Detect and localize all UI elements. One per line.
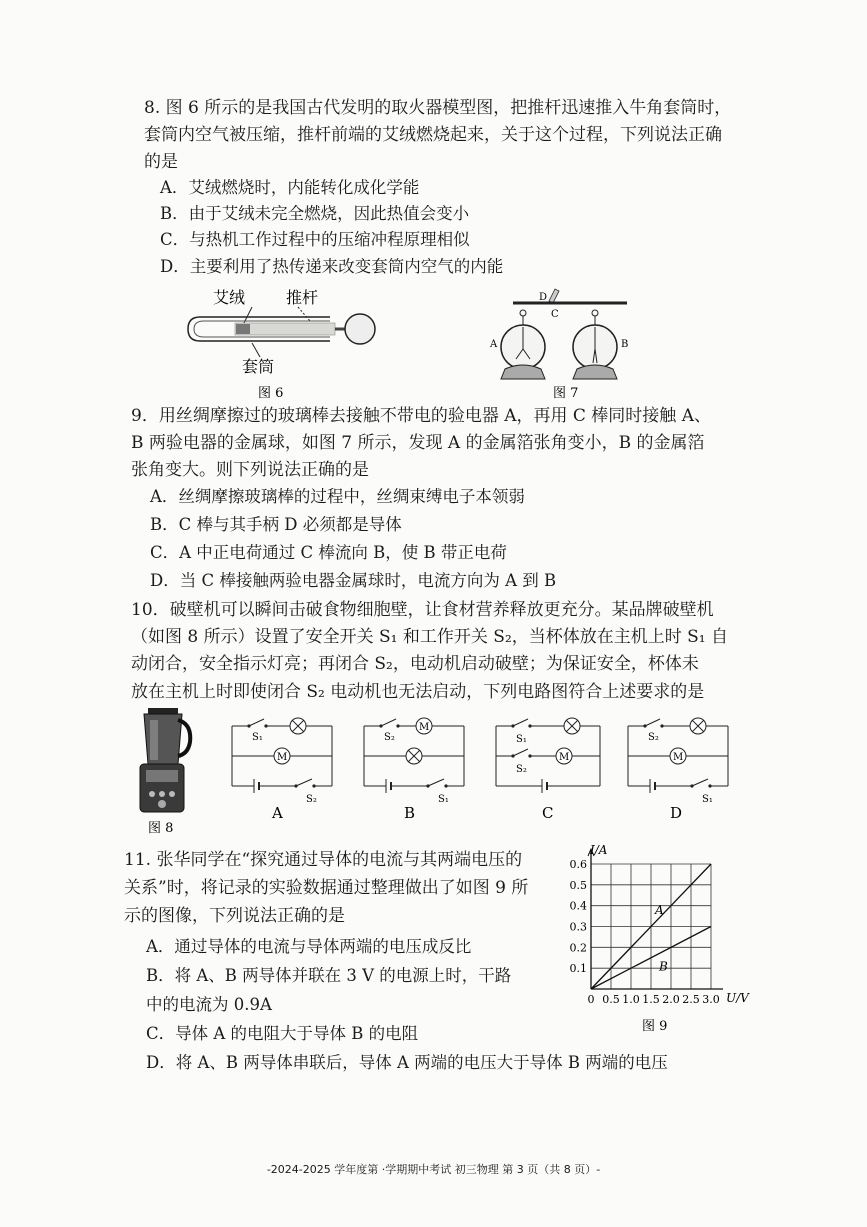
- circuit-b-switch-top-label: S₂: [384, 732, 395, 743]
- x-tick-label: 0.5: [602, 993, 620, 1006]
- circuit-d-switch-top-label: S₂: [648, 732, 659, 743]
- circuit-d-letter: D: [670, 804, 683, 822]
- circuit-b-letter: B: [404, 804, 416, 822]
- q11-option-c: C．导体 A 的电阻大于导体 B 的电阻: [146, 1024, 419, 1043]
- q9-option-d: D．当 C 棒接触两验电器金属球时，电流方向为 A 到 B: [150, 571, 557, 590]
- circuit-b-motor-label: M: [419, 722, 430, 733]
- q10-stem-line-4: 放在主机上时即使闭合 S₂ 电动机也无法启动，下列电路图符合上述要求的是: [131, 682, 705, 702]
- series-label-b: B: [659, 959, 668, 974]
- circuit-c-letter: C: [542, 804, 554, 822]
- circuit-b-switch-bottom-label: S₁: [438, 794, 449, 805]
- fig7-label-b: B: [621, 339, 629, 350]
- circuit-d-switch-bottom-label: S₁: [702, 794, 713, 805]
- circuit-d-motor-label: M: [673, 752, 684, 763]
- series-label-a: A: [655, 903, 664, 917]
- chart-y-axis-label: I/A: [590, 843, 608, 857]
- circuit-c-switch-top-label: S₁: [516, 734, 527, 745]
- figure-6-fire-piston: [180, 283, 390, 403]
- q10-stem-line-3: 动闭合，安全指示灯亮；再闭合 S₂，电动机启动破壁；为保证安全，杯体未: [131, 654, 699, 674]
- figure-7-electroscopes: [485, 285, 645, 403]
- q8-option-b: B．由于艾绒未完全燃烧，因此热值会变小: [160, 204, 470, 223]
- q8-stem-line-2: 套筒内空气被压缩，推杆前端的艾绒燃烧起来，关于这个过程，下列说法正确: [144, 125, 722, 145]
- x-tick-label: 1.5: [642, 993, 660, 1006]
- y-tick-label: 0.5: [569, 878, 587, 892]
- q8-stem-line-1: 8. 图 6 所示的是我国古代发明的取火器模型图，把推杆迅速推入牛角套筒时，: [144, 98, 732, 118]
- y-tick-label: 0.2: [569, 941, 587, 955]
- q8-option-c: C．与热机工作过程中的压缩冲程原理相似: [160, 230, 470, 249]
- y-tick-label: 0.4: [569, 899, 587, 913]
- fig8-caption: 图 8: [148, 821, 174, 836]
- fig6-label-airong: 艾绒: [213, 288, 246, 307]
- q9-stem-line-3: 张角变大。则下列说法正确的是: [131, 460, 369, 480]
- y-tick-label: 0.3: [569, 920, 587, 934]
- q10-stem-line-2: （如图 8 所示）设置了安全开关 S₁ 和工作开关 S₂，当杯体放在主机上时 S₁ 自: [131, 627, 729, 647]
- q11-option-b-cont: 中的电流为 0.9A: [146, 995, 272, 1014]
- fig6-caption: 图 6: [258, 386, 284, 401]
- q11-option-b: B．将 A、B 两导体并联在 3 V 的电源上时，干路: [146, 966, 512, 985]
- circuit-d: [620, 712, 736, 822]
- figure-8-blender-photo: [130, 706, 194, 836]
- q10-stem-line-1: 10．破壁机可以瞬间击破食物细胞壁，让食材营养释放更充分。某品牌破壁机: [131, 600, 714, 620]
- fig6-label-tuigan: 推杆: [286, 288, 319, 307]
- chart-ticks: [570, 858, 720, 1006]
- circuit-a-letter: A: [272, 804, 283, 822]
- x-tick-label: 3.0: [702, 993, 720, 1006]
- q9-stem-line-2: B 两验电器的金属球，如图 7 所示，发现 A 的金属箔张角变小，B 的金属箔: [131, 433, 705, 453]
- q9-option-b: B．C 棒与其手柄 D 必须都是导体: [150, 515, 402, 534]
- fig7-label-a: A: [490, 339, 498, 350]
- circuit-a-motor-label: M: [277, 752, 288, 763]
- x-tick-label: 2.5: [682, 993, 700, 1006]
- q11-stem-line-1: 11. 张华同学在“探究通过导体的电流与其两端电压的: [124, 850, 523, 870]
- circuit-a-switch-top-label: S₁: [252, 732, 263, 743]
- fig7-label-d: D: [539, 292, 548, 303]
- circuit-b: [356, 712, 472, 822]
- q11-stem-line-3: 示的图像，下列说法正确的是: [124, 906, 345, 926]
- circuit-c: [488, 712, 604, 822]
- q11-option-d: D．将 A、B 两导体串联后，导体 A 两端的电压大于导体 B 两端的电压: [146, 1053, 668, 1072]
- circuit-a: [224, 712, 340, 822]
- y-tick-label: 0.1: [569, 962, 587, 976]
- page-footer: -2024-2025 学年度第 ·学期期中考试 初三物理 第 3 页（共 8 页）-: [266, 1163, 601, 1176]
- q8-stem-line-3: 的是: [144, 152, 178, 172]
- q8-option-d: D．主要利用了热传递来改变套筒内空气的内能: [160, 257, 504, 276]
- y-tick-label: 0.6: [569, 858, 587, 871]
- q9-option-c: C．A 中正电荷通过 C 棒流向 B，使 B 带正电荷: [150, 543, 507, 562]
- fig7-caption: 图 7: [553, 386, 579, 401]
- fig7-label-c: C: [551, 309, 559, 320]
- q8-option-a: A．艾绒燃烧时，内能转化成化学能: [160, 178, 420, 197]
- q9-option-a: A．丝绸摩擦玻璃棒的过程中，丝绸束缚电子本领弱: [150, 487, 525, 506]
- q11-stem-line-2: 关系”时，将记录的实验数据通过整理做出了如图 9 所: [124, 878, 529, 898]
- figure-9-iu-chart: [560, 842, 760, 1042]
- x-tick-label: 2.0: [662, 993, 680, 1006]
- circuit-c-motor-label: M: [559, 752, 570, 763]
- chart-x-axis-label: U/V: [726, 991, 749, 1005]
- q9-stem-line-1: 9．用丝绸摩擦过的玻璃棒去接触不带电的验电器 A，再用 C 棒同时接触 A、: [131, 406, 711, 426]
- fig9-caption: 图 9: [642, 1019, 668, 1034]
- x-tick-label: 1.0: [622, 993, 640, 1006]
- q11-option-a: A．通过导体的电流与导体两端的电压成反比: [146, 937, 472, 956]
- chart-grid: [588, 849, 723, 989]
- circuit-a-switch-bottom-label: S₂: [306, 794, 317, 805]
- circuit-c-switch-bottom-label: S₂: [516, 764, 527, 775]
- x-tick-label: 0: [587, 993, 595, 1006]
- fig6-label-taotong: 套筒: [242, 357, 275, 376]
